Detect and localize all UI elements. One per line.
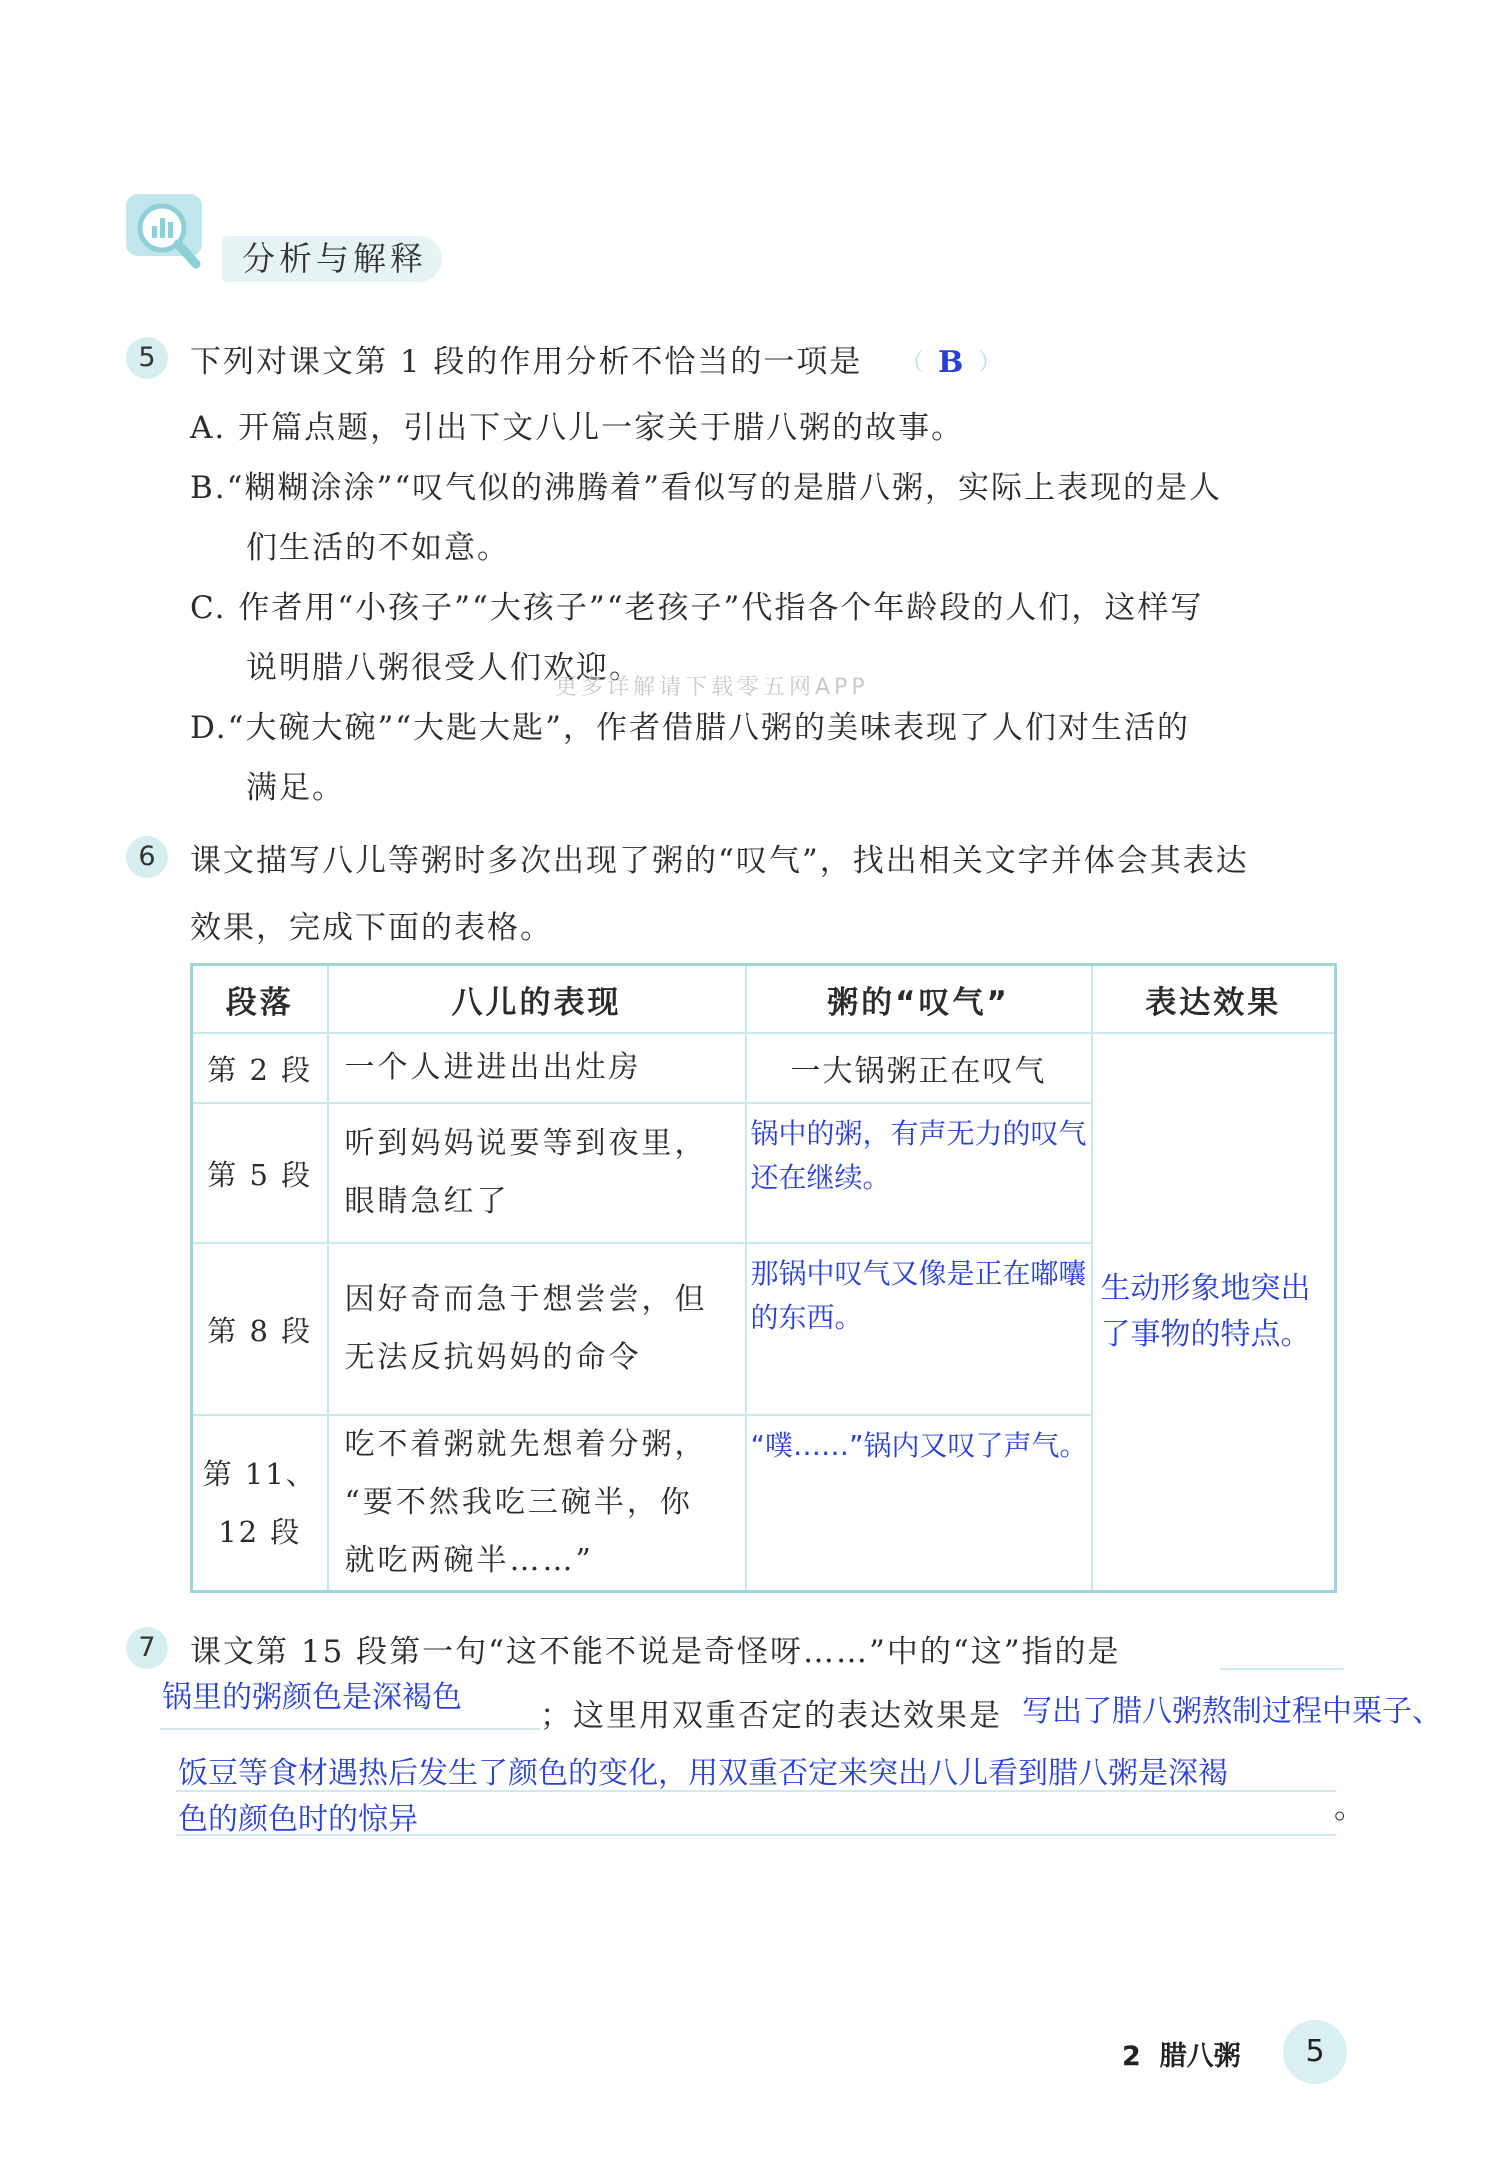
answer-blank-line (1220, 1668, 1344, 1670)
question-number-5: 5 (126, 337, 168, 379)
question-7-answer-2-line-1: 写出了腊八粥熬制过程中栗子、 (1022, 1694, 1442, 1729)
option-c-line-2: 说明腊八粥很受人们欢迎。 (246, 650, 642, 686)
page-number: 5 (1283, 2020, 1347, 2084)
answer-paren-close: ） (978, 348, 1002, 376)
option-d-line-2: 满足。 (246, 770, 345, 806)
option-a-line-1: A. 开篇点题，引出下文八儿一家关于腊八粥的故事。 (190, 410, 965, 446)
answer-paren-open: （ (900, 348, 924, 376)
option-d-line-1: D.“大碗大碗”“大匙大匙”，作者借腊八粥的美味表现了人们对生活的 (190, 710, 1190, 746)
option-c-line-1: C. 作者用“小孩子”“大孩子”“老孩子”代指各个年龄段的人们，这样写 (190, 590, 1204, 626)
row-performance: 一个人进进出出灶房 (328, 1033, 746, 1103)
question-number-7: 7 (126, 1627, 168, 1669)
row-paragraph: 第 2 段 (192, 1033, 328, 1103)
expression-table (190, 963, 1337, 1593)
question-6-stem-line-2: 效果，完成下面的表格。 (190, 910, 553, 946)
header-performance: 八儿的表现 (328, 965, 746, 1034)
question-number-6: 6 (126, 836, 168, 878)
table-header-row (192, 965, 1336, 1034)
question-5-stem: 下列对课文第 1 段的作用分析不恰当的一项是 (190, 344, 863, 380)
row-sigh-answer: 那锅中叹气又像是正在嘟囔的东西。 (746, 1243, 1092, 1415)
question-7-answer-2-line-2: 饭豆等食材遇热后发生了颜色的变化，用双重否定来突出八儿看到腊八粥是深褐 (178, 1756, 1228, 1791)
row-performance: 听到妈妈说要等到夜里， 眼睛急红了 (328, 1103, 746, 1243)
answer-blank-line (160, 1728, 540, 1730)
question-5-answer: B (938, 345, 964, 380)
row-paragraph: 第 8 段 (192, 1243, 328, 1415)
header-paragraph: 段落 (192, 965, 328, 1034)
answer-blank-line (176, 1790, 1336, 1792)
watermark: 更多详解请下载零五网APP (555, 675, 869, 700)
table-row (192, 1033, 1336, 1103)
answer-blank-line (176, 1834, 1336, 1836)
question-7-answer-1: 锅里的粥颜色是深褐色 (162, 1680, 462, 1715)
row-performance: 因好奇而急于想尝尝，但 无法反抗妈妈的命令 (328, 1243, 746, 1415)
effect-answer: 生动形象地突出了事物的特点。 (1092, 1033, 1336, 1592)
row-paragraph: 第 5 段 (192, 1103, 328, 1243)
question-7-mid: ；这里用双重否定的表达效果是 (540, 1698, 1002, 1734)
row-sigh-answer: 锅中的粥，有声无力的叹气还在继续。 (746, 1103, 1092, 1243)
chapter-label: 2 腊八粥 (1122, 2041, 1241, 2072)
row-paragraph: 第 11、 12 段 (192, 1415, 328, 1592)
header-effect: 表达效果 (1092, 965, 1336, 1034)
section-title: 分析与解释 (222, 236, 442, 282)
row-sigh: 一大锅粥正在叹气 (746, 1033, 1092, 1103)
question-7-end: 。 (1334, 1790, 1367, 1826)
question-7-stem: 课文第 15 段第一句“这不能不说是奇怪呀……”中的“这”指的是 (190, 1634, 1121, 1670)
row-performance: 吃不着粥就先想着分粥， “要不然我吃三碗半，你 就吃两碗半……” (328, 1415, 746, 1592)
analysis-magnifier-icon (120, 188, 220, 288)
option-b-line-1: B.“糊糊涂涂”“叹气似的沸腾着”看似写的是腊八粥，实际上表现的是人 (190, 470, 1223, 506)
header-sigh: 粥的“叹气” (746, 965, 1092, 1034)
option-b-line-2: 们生活的不如意。 (246, 530, 510, 566)
question-6-stem-line-1: 课文描写八儿等粥时多次出现了粥的“叹气”，找出相关文字并体会其表达 (190, 843, 1249, 879)
question-7-answer-2-line-3: 色的颜色时的惊异 (178, 1802, 418, 1837)
row-sigh-answer: “噗……”锅内又叹了声气。 (746, 1415, 1092, 1592)
